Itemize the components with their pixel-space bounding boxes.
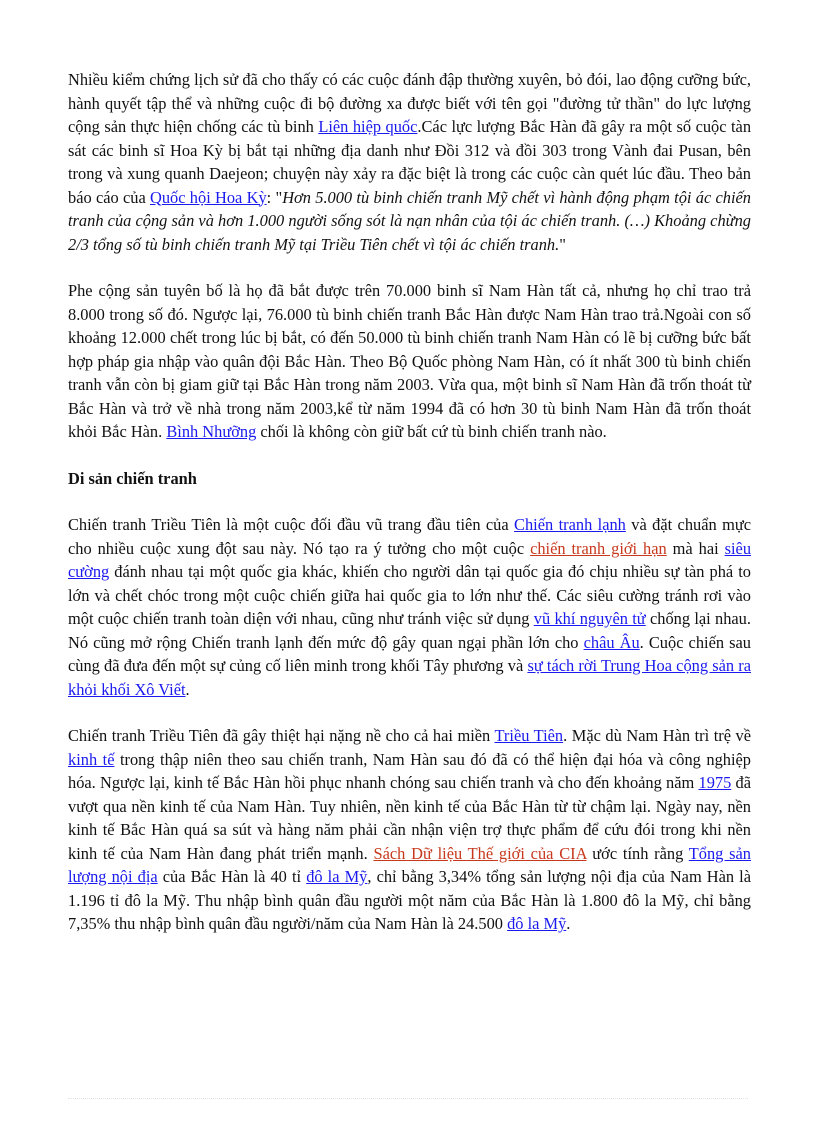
link-binh-nhuong[interactable]: Bình Nhưỡng <box>166 422 257 441</box>
link-sieu-cuong[interactable]: siêu cường <box>68 538 752 581</box>
link-vu-khi-nguyen-tu[interactable]: vũ khí nguyên tử <box>533 609 646 628</box>
link-cia-factbook[interactable]: Sách Dữ liệu Thế giới của CIA <box>373 843 587 863</box>
link-quoc-hoi-hoa-ky[interactable]: Quốc hội Hoa Kỳ <box>150 187 267 207</box>
link-do-la-my[interactable]: đô la Mỹ <box>306 867 368 886</box>
paragraph-legacy: Chiến tranh Triều Tiên là một cuộc đối đầu vũ trang đầu tiên của Chiến tranh lạnh và đặt chuẩn mực cho nhiều cuộc xung đột sau này. Nó tạo ra ý tưởng cho một cuộc chiến tranh giới hạn mà hai siêu cường đánh nhau tại một quốc gia khác, khiến cho người dân tại quốc gia đó chịu nhiều sự tàn phá to lớn và chết chóc trong một cuộc chiến giữa hai quốc gia to lớn như thế. Các siêu cường tránh rơi vào một cuộc chiến tranh toàn diện với nhau, cũng như tránh việc sử dụng vũ khí nguyên tử chống lại nhau. Nó cũng mở rộng Chiến tranh lạnh đến mức độ gây quan ngại phần lớn cho châu Âu. Cuộc chiến sau cùng đã đưa đến một sự củng cố liên minh trong khối Tây phương và sự tách rời Trung Hoa cộng sản ra khỏi khối Xô Viết. <box>68 515 752 699</box>
link-chien-tranh-gioi-han[interactable]: chiến tranh giới hạn <box>530 538 667 558</box>
link-trieu-tien[interactable]: Triều Tiên <box>494 726 564 745</box>
paragraph-pow-abuses: Nhiều kiểm chứng lịch sử đã cho thấy có các cuộc đánh đập thường xuyên, bỏ đói, lao động cưỡng bức, hành quyết tập thể và những cuộc đi bộ đường xa được biết với tên gọi "đường tử thần" do lực lượng cộng sản thực hiện chống các tù binh Liên hiệp quốc.Các lực lượng Bắc Hàn đã gây ra một số cuộc tàn sát các binh sĩ Hoa Kỳ bị bắt tại những địa danh như Đồi 312 và đồi 303 trong Vành đai Pusan, bên trong và xung quanh Daejeon; chuyện này xảy ra đặc biệt là trong các cuộc càn quét lúc đầu. Theo bản báo cáo của Quốc hội Hoa Kỳ: "Hơn 5.000 tù binh chiến tranh Mỹ chết vì hành động phạm tội ác chiến tranh của cộng sản và hơn 1.000 người sống sót là nạn nhân của tội ác chiến tranh. (…) Khoảng chừng 2/3 tổng số tù binh chiến tranh Mỹ tại Triều Tiên chết vì tội ác chiến tranh." <box>68 70 752 254</box>
link-sino-soviet-split[interactable]: sự tách rời Trung Hoa cộng sản ra khỏi khối Xô Viết <box>68 656 752 699</box>
link-gdp[interactable]: Tổng sản lượng nội địa <box>68 843 751 886</box>
paragraph-pow-numbers: Phe cộng sản tuyên bố là họ đã bắt được trên 70.000 binh sĩ Nam Hàn tất cả, nhưng họ chỉ trao trả 8.000 trong số đó. Ngược lại, 76.000 tù binh chiến tranh Bắc Hàn được Nam Hàn trao trả.Ngoài con số khoảng 12.000 chết trong lúc bị bắt, có đến 50.000 tù binh chiến tranh Nam Hàn có lẽ bị cưỡng bức bất hợp pháp gia nhập vào quân đội Bắc Hàn. Theo Bộ Quốc phòng Nam Hàn, có ít nhất 300 tù binh chiến tranh vẫn còn bị giam giữ tại Bắc Hàn trong năm 2003. Vừa qua, một binh sĩ Nam Hàn đã trốn thoát từ Bắc Hàn và trở về nhà trong năm 2003,kể từ năm 1994 đã có hơn 30 tù binh Nam Hàn đã trốn thoát khỏi Bắc Hàn. Bình Nhưỡng chối là không còn giữ bất cứ tù binh chiến tranh nào. <box>68 281 751 441</box>
document-page <box>68 68 751 936</box>
link-lien-hiep-quoc[interactable]: Liên hiệp quốc <box>318 117 418 136</box>
link-kinh-te[interactable]: kinh tế <box>68 749 115 769</box>
paragraph-economy: Chiến tranh Triều Tiên đã gây thiệt hại nặng nề cho cả hai miền Triều Tiên. Mặc dù Nam Hàn trì trệ về kinh tế trong thập niên theo sau chiến tranh, Nam Hàn sau đó đã có thể hiện đại hóa và công nghiệp hóa. Ngược lại, kinh tế Bắc Hàn hồi phục nhanh chóng sau chiến tranh và cho đến khoảng năm 1975 đã vượt qua nền kinh tế của Nam Hàn. Tuy nhiên, nền kinh tế của Bắc Hàn từ từ chậm lại. Ngày nay, nền kinh tế Bắc Hàn quá sa sút và hàng năm phải cần nhận viện trợ thực phẩm để cứu đói trong khi nền kinh tế của Nam Hàn đang phát triển mạnh. Sách Dữ liệu Thế giới của CIA ước tính rằng Tổng sản lượng nội địa của Bắc Hàn là 40 tỉ đô la Mỹ, chỉ bằng 3,34% tổng sản lượng nội địa của Nam Hàn là 1.196 tỉ đô la Mỹ. Thu nhập bình quân đầu người một năm của Bắc Hàn là 1.800 đô la Mỹ, chỉ bằng 7,35% thu nhập bình quân đầu người/năm của Nam Hàn là 24.500 đô la Mỹ. <box>68 726 752 933</box>
link-chien-tranh-lanh[interactable]: Chiến tranh lạnh <box>514 515 626 534</box>
section-heading: Di sản chiến tranh <box>68 468 197 488</box>
congress-quote: Hơn 5.000 tù binh chiến tranh Mỹ chết vì hành động phạm tội ác chiến tranh của cộng sản và hơn 1.000 người sống sót là nạn nhân của tội ác chiến tranh. (…) Khoảng chừng 2/3 tổng số tù binh chiến tranh Mỹ tại Triều Tiên chết vì tội ác chiến tranh. <box>68 187 751 254</box>
link-1975[interactable]: 1975 <box>698 773 732 792</box>
page-bottom-divider <box>68 1098 748 1099</box>
link-do-la-my-2[interactable]: đô la Mỹ <box>507 914 567 933</box>
link-chau-au[interactable]: châu Âu <box>583 632 640 652</box>
